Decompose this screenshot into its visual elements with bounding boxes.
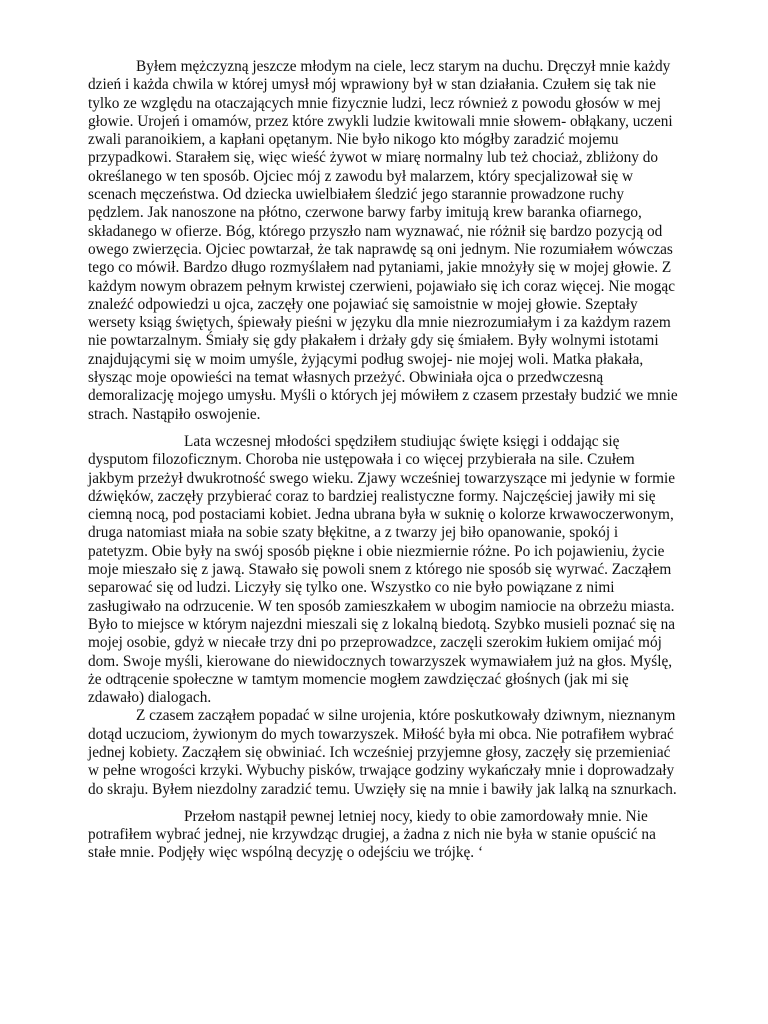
paragraph-1: Byłem mężczyzną jeszcze młodym na ciele, lecz starym na duchu. Dręczył mnie każdy dzień i każda chwila w której umysł mój wprawiony był w stan działania. Czułem się tak nie tylko ze względu na otaczających mnie fizycznie ludzi, lecz również z powodu głosów w mej głowie. Urojeń i omamów, przez które zwykli ludzie kwitowali mnie słowem- obłąkany, uczeni zwali paranoikiem, a kapłani opętanym. Nie było nikogo kto mógłby zaradzić mojemu przypadkowi. Starałem się, więc wieść żywot w miarę normalny lub też chociaż, zbliżony do określanego w ten sposób. Ojciec mój z zawodu był malarzem, który specjalizował się w scenach męczeństwa. Od dziecka uwielbiałem śledzić jego starannie prowadzone ruchy pędzlem. Jak nanoszone na płótno, czerwone barwy farby imitują krew baranka ofiarnego, składanego w ofierze. Bóg, którego przyszło nam wyznawać, nie różnił się bardzo pozycją od owego zwierzęcia. Ojciec powtarzał, że tak naprawdę są oni jednym. Nie rozumiałem wówczas tego co mówił. Bardzo długo rozmyślałem nad pytaniami, jakie mnożyły się w mojej głowie. Z każdym nowym obrazem pełnym krwistej czerwieni, pojawiało się ich coraz więcej. Nie mogąc znaleźć odpowiedzi u ojca, zaczęły one pojawiać się samoistnie w mojej głowie. Szeptały wersety ksiąg świętych, śpiewały pieśni w języku dla mnie niezrozumiałym i za każdym razem nie powtarzalnym. Śmiały się gdy płakałem i drżały gdy się śmiałem. Były wolnymi istotami znajdującymi się w moim umyśle, żyjącymi podług swojej- nie mojej woli. Matka płakała, słysząc moje opowieści na temat własnych przeżyć. Obwiniała ojca o przedwczesną demoralizację mojego umysłu. Myśli o których jej mówiłem z czasem przestały budzić we mnie strach. Nastąpiło oswojenie. <box>88 58 678 423</box>
paragraph-2: Lata wczesnej młodości spędziłem studiując święte księgi i oddając się dysputom filozoficznym. Choroba nie ustępowała i co więcej przybierała na sile. Czułem jakbym przeżył dwukrotność swego wieku. Zjawy wcześniej towarzyszące mi jedynie w formie dźwięków, zaczęły przybierać coraz to bardziej realistyczne formy. Najczęściej jawiły mi się ciemną nocą, pod postaciami kobiet. Jedna ubrana była w suknię o kolorze krwawoczerwonym, druga natomiast miała na sobie szaty błękitne, a z twarzy jej biło opanowanie, spokój i patetyzm. Obie były na swój sposób piękne i obie niezmiernie różne. Po ich pojawieniu, życie moje mieszało się z jawą. Stawało się powoli snem z którego nie sposób się wyrwać. Zacząłem separować się od ludzi. Liczyły się tylko one. Wszystko co nie było powiązane z nimi zasługiwało na odrzucenie. W ten sposób zamieszkałem w ubogim namiocie na obrzeżu miasta. Było to miejsce w którym najezdni mieszali się z lokalną biedotą. Szybko musieli poznać się na mojej osobie, gdyż w niecałe trzy dni po przeprowadzce, zaczęli szerokim łukiem omijać mój dom. Swoje myśli, kierowane do niewidocznych towarzyszek wymawiałem już na głos. Myślę, że odtrącenie społeczne w tamtym momencie mogłem zawdzięczać głośnych (jak mi się zdawało) dialogach. <box>88 432 676 707</box>
document-page <box>88 58 680 863</box>
paragraph-3: Z czasem zacząłem popadać w silne urojenia, które poskutkowały dziwnym, nieznanym dotąd uczuciom, żywionym do mych towarzyszek. Miłość była mi obca. Nie potrafiłem wybrać jednej kobiety. Zacząłem się obwiniać. Ich wcześniej przyjemne głosy, zaczęły się przemieniać w pełne wrogości krzyki. Wybuchy pisków, trwające godziny wykańczały mnie i doprowadzały do skraju. Byłem niezdolny zaradzić temu. Uwzięły się na mnie i bawiły jak lalką na sznurkach. <box>88 707 677 798</box>
paragraph-4: Przełom nastąpił pewnej letniej nocy, kiedy to obie zamordowały mnie. Nie potrafiłem wybrać jednej, nie krzywdząc drugiej, a żadna z nich nie była w stanie opuścić na stałe mnie. Podjęły więc wspólną decyzję o odejściu we trójkę. ‘ <box>88 807 656 862</box>
